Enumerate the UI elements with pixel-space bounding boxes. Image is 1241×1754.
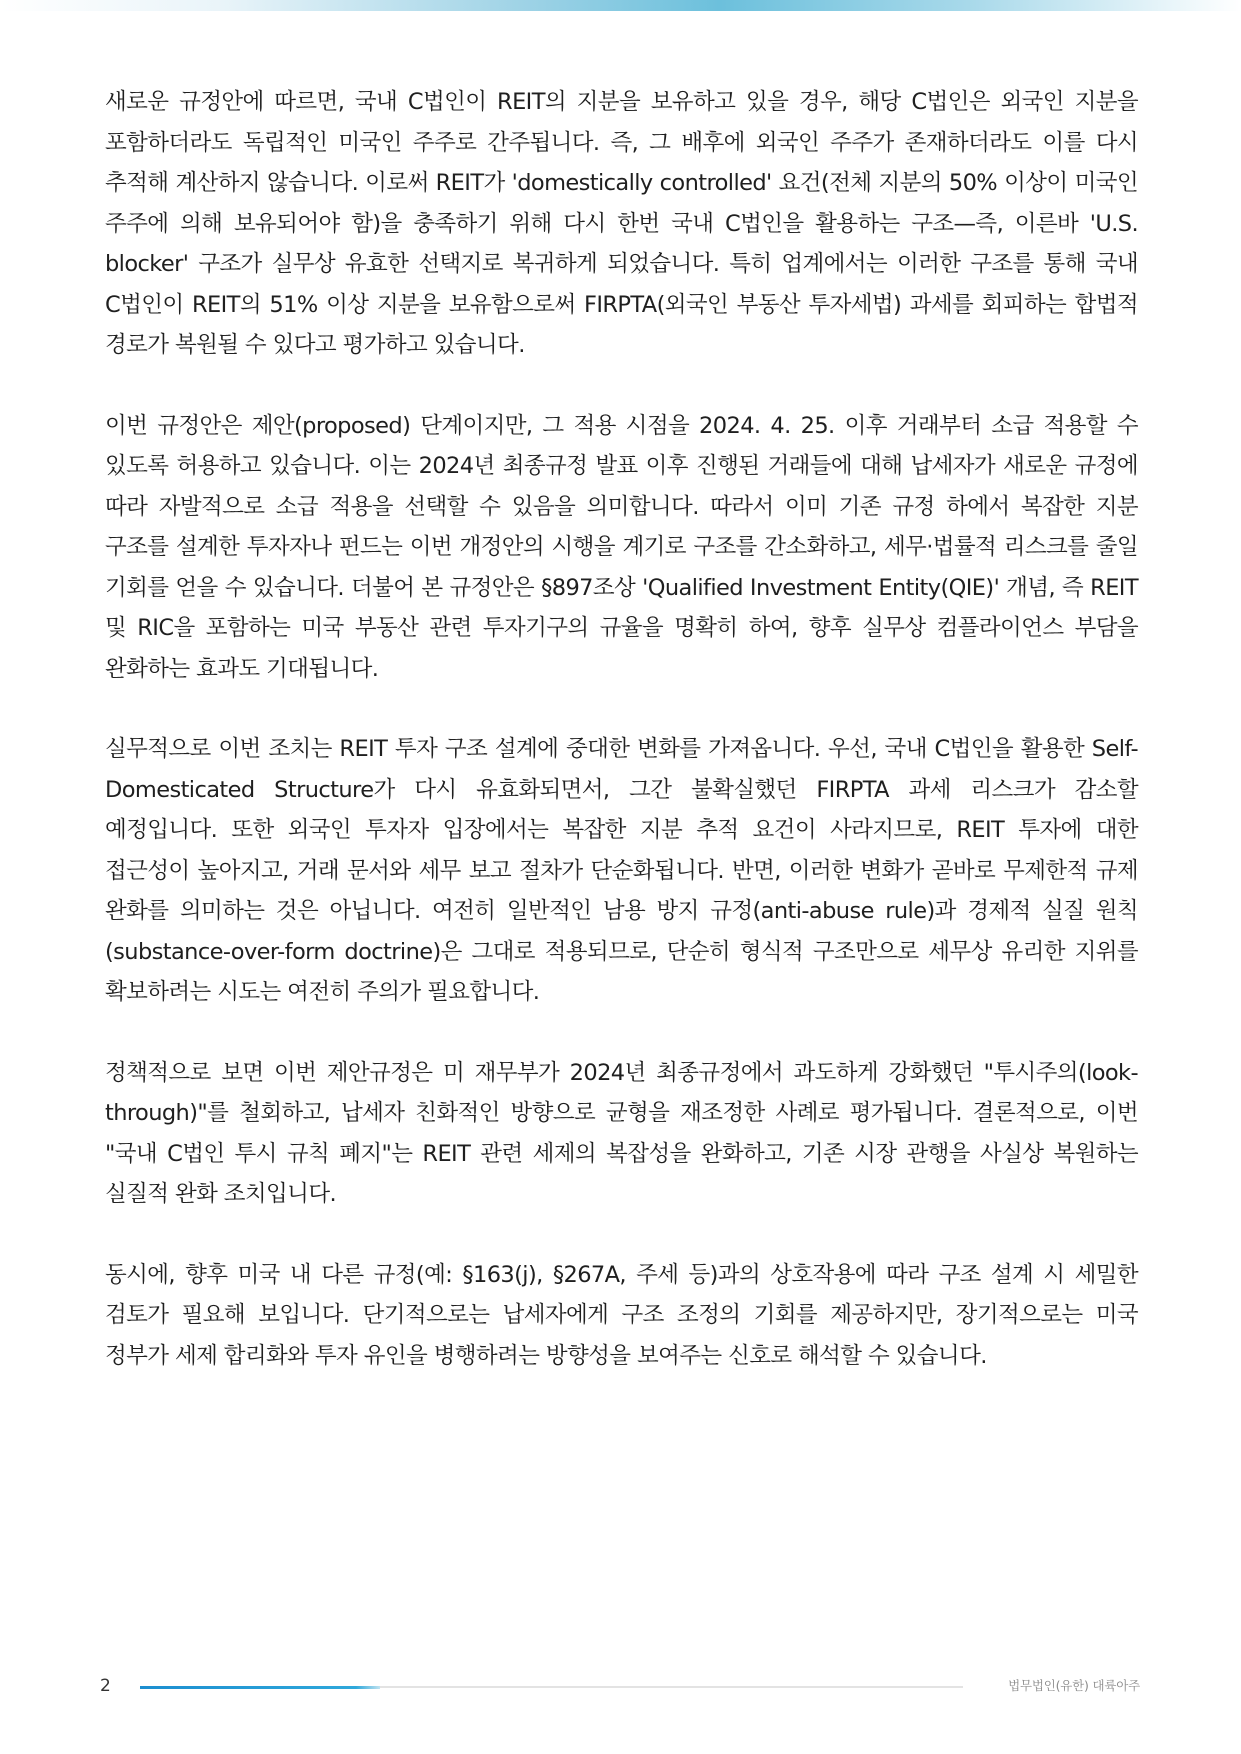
page-footer [0,1666,1241,1706]
paragraph-3: 실무적으로 이번 조치는 REIT 투자 구조 설계에 중대한 변화를 가져옵니다. 우선, 국내 C법인을 활용한 Self-Domesticated Structure가 다시 유효화되면서, 그간 불확실했던 FIRPTA 과세 리스크가 감소할 예정입니다. 또한 외국인 투자자 입장에서는 복잡한 지분 추적 요건이 사라지므로, REIT 투자에 대한 접근성이 높아지고, 거래 문서와 세무 보고 절차가 단순화됩니다. 반면, 이러한 변화가 곧바로 무제한적 규제 완화를 의미하는 것은 아닙니다. 여전히 일반적인 남용 방지 규정(anti-abuse rule)과 경제적 실질 원칙(substance-over-form doctrine)은 그대로 적용되므로, 단순히 형식적 구조만으로 세무상 유리한 지위를 확보하려는 시도는 여전히 주의가 필요합니다. [105,736,1138,1005]
document-body [105,82,1138,1416]
firm-name: 법무법인(유한) 대륙아주 [1008,1678,1140,1693]
header-gradient-band [0,0,1241,11]
page-number: 2 [100,1676,111,1696]
paragraph-4: 정책적으로 보면 이번 제안규정은 미 재무부가 2024년 최종규정에서 과도하게 강화했던 "투시주의(look-through)"를 철회하고, 납세자 친화적인 방향으로 균형을 재조정한 사례로 평가됩니다. 결론적으로, 이번 "국내 C법인 투시 규칙 폐지"는 REIT 관련 세제의 복잡성을 완화하고, 기존 시장 관행을 사실상 복원하는 실질적 완화 조치입니다. [105,1059,1138,1207]
paragraph-1: 새로운 규정안에 따르면, 국내 C법인이 REIT의 지분을 보유하고 있을 경우, 해당 C법인은 외국인 지분을 포함하더라도 독립적인 미국인 주주로 간주됩니다. 즉, 그 배후에 외국인 주주가 존재하더라도 이를 다시 추적해 계산하지 않습니다. 이로써 REIT가 'domestically controlled' 요건(전체 지분의 50% 이상이 미국인 주주에 의해 보유되어야 함)을 충족하기 위해 다시 한번 국내 C법인을 활용하는 구조—즉, 이른바 'U.S. blocker' 구조가 실무상 유효한 선택지로 복귀하게 되었습니다. 특히 업계에서는 이러한 구조를 통해 국내 C법인이 REIT의 51% 이상 지분을 보유함으로써 FIRPTA(외국인 부동산 투자세법) 과세를 회피하는 합법적 경로가 복원될 수 있다고 평가하고 있습니다. [105,89,1138,358]
footer-divider-accent [140,1686,380,1689]
paragraph-2: 이번 규정안은 제안(proposed) 단계이지만, 그 적용 시점을 2024. 4. 25. 이후 거래부터 소급 적용할 수 있도록 허용하고 있습니다. 이는 2024년 최종규정 발표 이후 진행된 거래들에 대해 납세자가 새로운 규정에 따라 자발적으로 소급 적용을 선택할 수 있음을 의미합니다. 따라서 이미 기존 규정 하에서 복잡한 지분 구조를 설계한 투자자나 펀드는 이번 개정안의 시행을 계기로 구조를 간소화하고, 세무·법률적 리스크를 줄일 기회를 얻을 수 있습니다. 더불어 본 규정안은 §897조상 'Qualified Investment Entity(QIE)' 개념, 즉 REIT 및 RIC을 포함하는 미국 부동산 관련 투자기구의 규율을 명확히 하여, 향후 실무상 컴플라이언스 부담을 완화하는 효과도 기대됩니다. [105,412,1138,682]
footer-divider [140,1686,963,1688]
paragraph-5: 동시에, 향후 미국 내 다른 규정(예: §163(j), §267A, 주세 등)과의 상호작용에 따라 구조 설계 시 세밀한 검토가 필요해 보입니다. 단기적으로는 납세자에게 구조 조정의 기회를 제공하지만, 장기적으로는 미국 정부가 세제 합리화와 투자 유인을 병행하려는 방향성을 보여주는 신호로 해석할 수 있습니다. [105,1261,1138,1369]
